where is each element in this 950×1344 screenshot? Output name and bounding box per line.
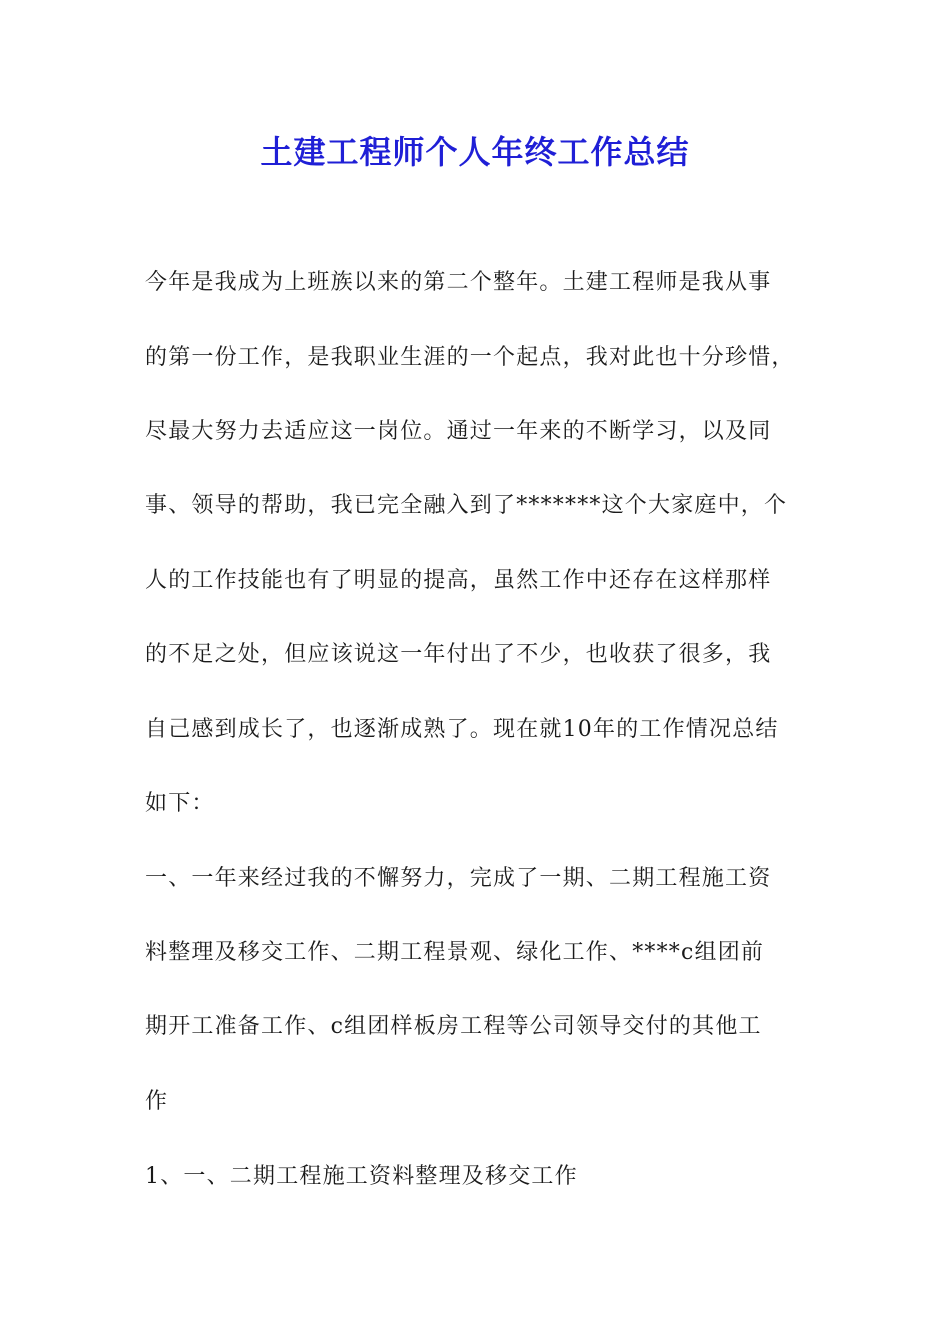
body-line-4: 事、领导的帮助，我已完全融入到了*******这个大家庭中，个 (145, 493, 788, 518)
body-line-6: 的不足之处，但应该说这一年付出了不少，也收获了很多，我 (145, 642, 772, 667)
section-heading-line-4: 作 (145, 1089, 169, 1114)
document-title: 土建工程师个人年终工作总结 (260, 133, 690, 171)
body-line-2: 的第一份工作，是我职业生涯的一个起点，我对此也十分珍惜， (145, 345, 795, 370)
section-heading-line-3: 期开工准备工作、c组团样板房工程等公司领导交付的其他工 (145, 1014, 762, 1039)
body-line-8: 如下： (145, 791, 215, 816)
body-line-7: 自己感到成长了，也逐渐成熟了。现在就10年的工作情况总结 (145, 717, 779, 742)
body-line-5: 人的工作技能也有了明显的提高，虽然工作中还存在这样那样 (145, 568, 772, 593)
section-heading-line-1: 一、一年来经过我的不懈努力，完成了一期、二期工程施工资 (145, 866, 772, 891)
subsection-heading: 1、一、二期工程施工资料整理及移交工作 (145, 1164, 578, 1189)
section-heading-line-2: 料整理及移交工作、二期工程景观、绿化工作、****c组团前 (145, 940, 765, 965)
body-line-1: 今年是我成为上班族以来的第二个整年。土建工程师是我从事 (145, 270, 772, 295)
body-line-3: 尽最大努力去适应这一岗位。通过一年来的不断学习，以及同 (145, 419, 772, 444)
